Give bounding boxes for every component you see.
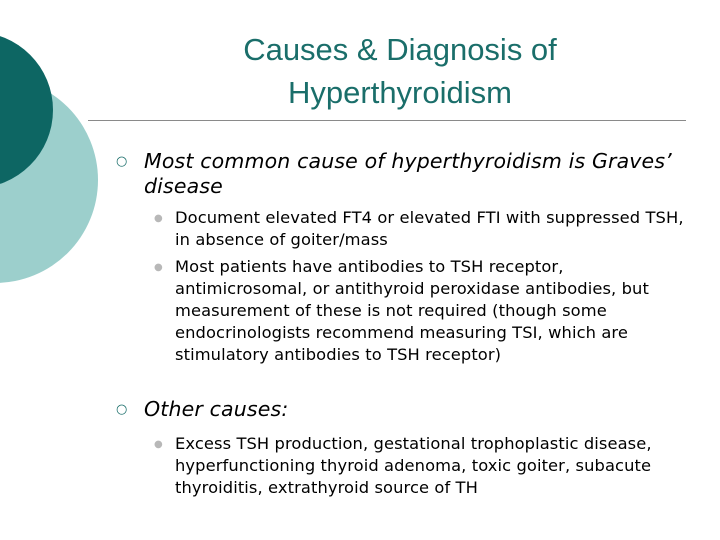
title-line-1: Causes & Diagnosis of [243, 32, 557, 67]
bullet-level2: Most patients have antibodies to TSH receptor, antimicrosomal, or antithyroid peroxidase antibodies, but measurement of these is not required (though some endocrinologists recommend measuring TSI, which are stimulatory antibodies to TSH receptor) [175, 257, 649, 364]
hollow-circle-icon: ○ [116, 154, 128, 169]
bullet-level2: Document elevated FT4 or elevated FTI with suppressed TSH, in absence of goiter/mass [175, 208, 684, 249]
bullet-level2: Excess TSH production, gestational trophoplastic disease, hyperfunctioning thyroid adenoma, toxic goiter, subacute thyroiditis, extrathyroid source of TH [175, 434, 652, 497]
bullet-level1: Most common cause of hyperthyroidism is Graves’ disease [144, 149, 672, 198]
hollow-circle-icon: ○ [116, 402, 128, 417]
filled-circle-icon: ● [154, 213, 163, 224]
filled-circle-icon: ● [154, 439, 163, 450]
filled-circle-icon: ● [154, 262, 163, 273]
bullet-level1: Other causes: [144, 397, 289, 421]
title-line-2: Hyperthyroidism [288, 75, 512, 110]
